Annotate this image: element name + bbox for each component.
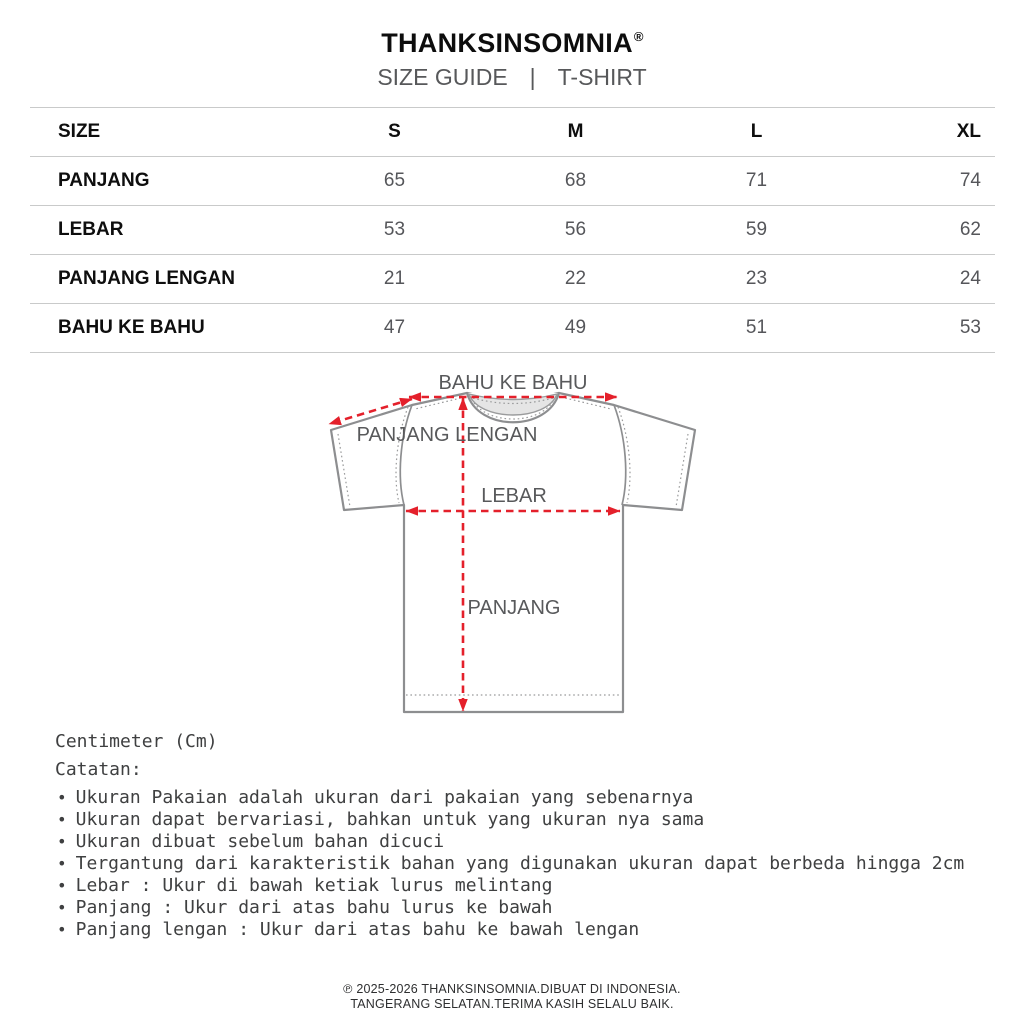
note-text: Panjang : Ukur dari atas bahu lurus ke bawah — [75, 897, 553, 918]
note-item — [55, 809, 964, 831]
footer-line-2: TANGERANG SELATAN.TERIMA KASIH SELALU BAIK. — [350, 997, 674, 1011]
size-value-cell: 51 — [666, 304, 847, 353]
note-item — [55, 831, 964, 853]
bullet-marker: • — [57, 810, 67, 829]
size-value-cell: 68 — [485, 157, 666, 206]
bullet-marker: • — [57, 898, 67, 917]
size-value-cell: 74 — [847, 157, 995, 206]
size-value-cell: 65 — [304, 157, 485, 206]
note-item — [55, 897, 964, 919]
row-label: PANJANG LENGAN — [30, 255, 304, 304]
table-row — [30, 304, 995, 353]
note-item — [55, 787, 964, 809]
size-value-cell: 47 — [304, 304, 485, 353]
notes-list — [55, 787, 964, 941]
brand-name: THANKSINSOMNIA — [381, 28, 633, 58]
column-header-s: S — [304, 108, 485, 157]
length-measure-label: PANJANG — [467, 597, 561, 619]
size-value-cell: 62 — [847, 206, 995, 255]
column-header-xl: XL — [847, 108, 995, 157]
table-header-row — [30, 108, 995, 157]
size-value-cell: 59 — [666, 206, 847, 255]
row-label: PANJANG — [30, 157, 304, 206]
notes-heading: Catatan: — [55, 759, 142, 780]
size-value-cell: 49 — [485, 304, 666, 353]
table-row — [30, 255, 995, 304]
note-text: Lebar : Ukur di bawah ketiak lurus melintang — [75, 875, 553, 896]
note-item — [55, 875, 964, 897]
footer-line-1: ℗ 2025-2026 THANKSINSOMNIA.DIBUAT DI INDONESIA. — [343, 982, 681, 996]
size-value-cell: 71 — [666, 157, 847, 206]
registered-mark: ® — [633, 29, 644, 44]
note-text: Panjang lengan : Ukur dari atas bahu ke bawah lengan — [75, 919, 640, 940]
bullet-marker: • — [57, 788, 67, 807]
size-value-cell: 53 — [847, 304, 995, 353]
subtitle-divider: | — [529, 64, 536, 90]
table-row — [30, 157, 995, 206]
size-value-cell: 24 — [847, 255, 995, 304]
width-measure-label: LEBAR — [481, 485, 547, 507]
note-item — [55, 853, 964, 875]
subtitle-right: T-SHIRT — [557, 64, 647, 90]
bullet-marker: • — [57, 854, 67, 873]
size-value-cell: 22 — [485, 255, 666, 304]
size-value-cell: 53 — [304, 206, 485, 255]
page-subtitle — [0, 65, 1024, 89]
note-text: Ukuran dapat bervariasi, bahkan untuk yang ukuran nya sama — [75, 809, 705, 830]
brand-title — [0, 24, 1024, 57]
subtitle-left: SIZE GUIDE — [377, 64, 508, 90]
table-row — [30, 206, 995, 255]
page-footer — [0, 982, 1024, 1012]
bullet-marker: • — [57, 832, 67, 851]
size-value-cell: 56 — [485, 206, 666, 255]
column-header-m: M — [485, 108, 666, 157]
note-item — [55, 919, 964, 941]
row-label: BAHU KE BAHU — [30, 304, 304, 353]
unit-label: Centimeter (Cm) — [55, 731, 218, 752]
bullet-marker: • — [57, 920, 67, 939]
size-value-cell: 21 — [304, 255, 485, 304]
bullet-marker: • — [57, 876, 67, 895]
note-text: Tergantung dari karakteristik bahan yang digunakan ukuran dapat berbeda hingga 2cm — [75, 853, 965, 874]
column-header-l: L — [666, 108, 847, 157]
size-guide-table — [30, 107, 995, 353]
row-label: LEBAR — [30, 206, 304, 255]
notes-section — [55, 731, 964, 941]
sleeve-measure-label: PANJANG LENGAN — [356, 424, 538, 446]
table-corner-label: SIZE — [30, 108, 304, 157]
shoulder-measure-label: BAHU KE BAHU — [438, 372, 588, 394]
note-text: Ukuran Pakaian adalah ukuran dari pakaian yang sebenarnya — [75, 787, 694, 808]
tshirt-measurement-diagram — [280, 355, 740, 740]
page-header — [0, 24, 1024, 89]
note-text: Ukuran dibuat sebelum bahan dicuci — [75, 831, 445, 852]
size-value-cell: 23 — [666, 255, 847, 304]
